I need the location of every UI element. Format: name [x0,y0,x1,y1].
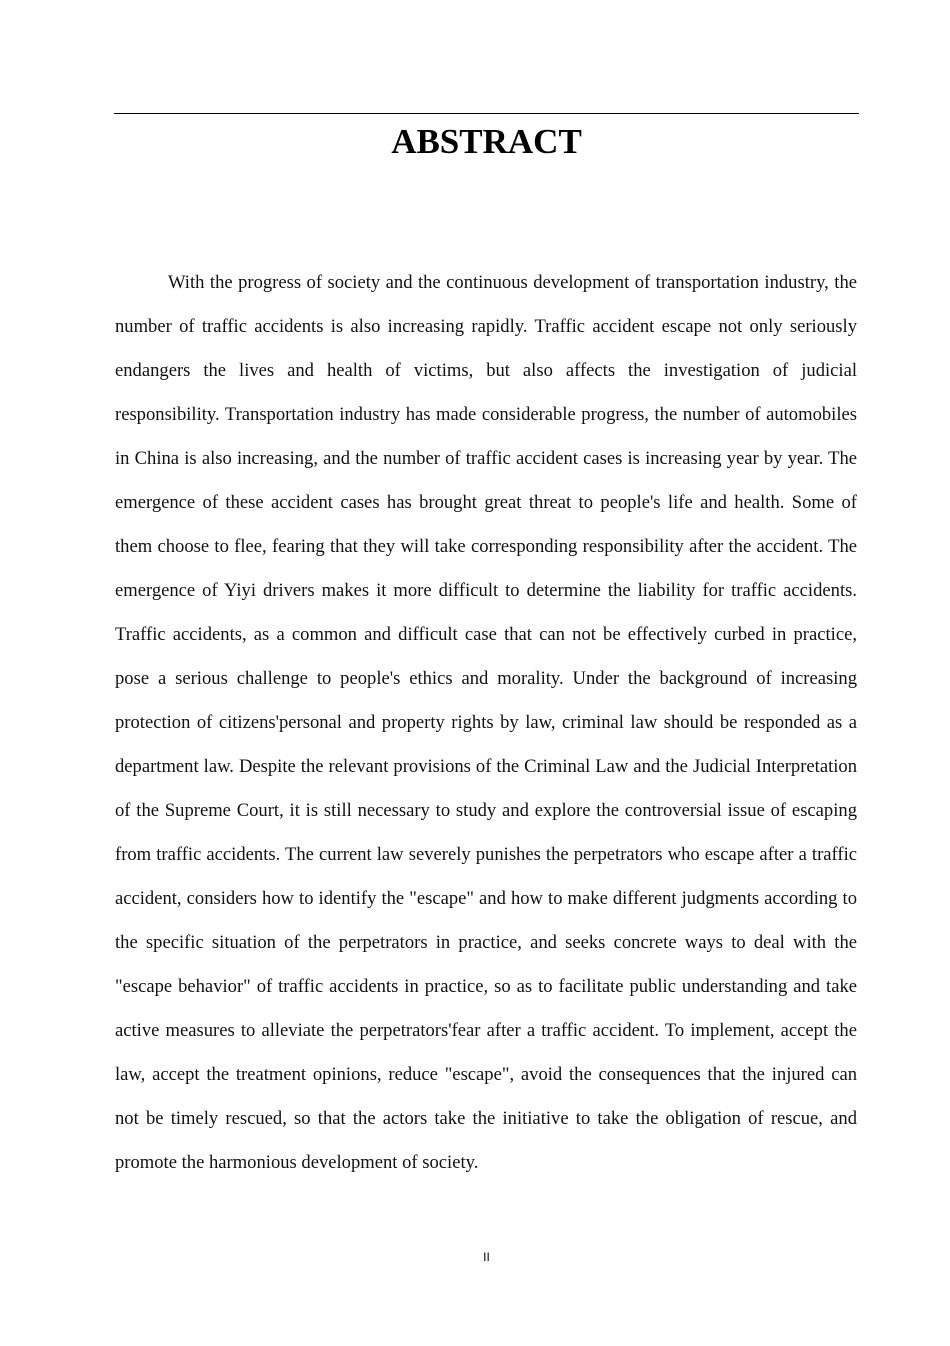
abstract-body: With the progress of society and the continuous development of transportation industry, the number of traffic accidents is also increasing rapidly. Traffic accident escape not only seriously endangers the lives and health of victims, but also affects the investigation of judicial responsibility. Transportation industry has made considerable progress, the number of automobiles in China is also increasing, and the number of traffic accident cases is increasing year by year. The emergence of these accident cases has brought great threat to people's life and health. Some of them choose to flee, fearing that they will take corresponding responsibility after the accident. The emergence of Yiyi drivers makes it more difficult to determine the liability for traffic accidents. Traffic accidents, as a common and difficult case that can not be effectively curbed in practice, pose a serious challenge to people's ethics and morality. Under the background of increasing protection of citizens'personal and property rights by law, criminal law should be responded as a department law. Despite the relevant provisions of the Criminal Law and the Judicial Interpretation of the Supreme Court, it is still necessary to study and explore the controversial issue of escaping from traffic accidents. The current law severely punishes the perpetrators who escape after a traffic accident, considers how to identify the "escape" and how to make different judgments according to the specific situation of the perpetrators in practice, and seeks concrete ways to deal with the "escape behavior" of traffic accidents in practice, so as to facilitate public understanding and take active measures to alleviate the perpetrators'fear after a traffic accident. To implement, accept the law, accept the treatment opinions, reduce "escape", avoid the consequences that the injured can not be timely rescued, so that the actors take the initiative to take the obligation of rescue, and promote the harmonious development of society. [115,272,857,1173]
page-number: II [483,1250,490,1264]
abstract-title: ABSTRACT [391,122,582,161]
header-rule [114,113,859,114]
